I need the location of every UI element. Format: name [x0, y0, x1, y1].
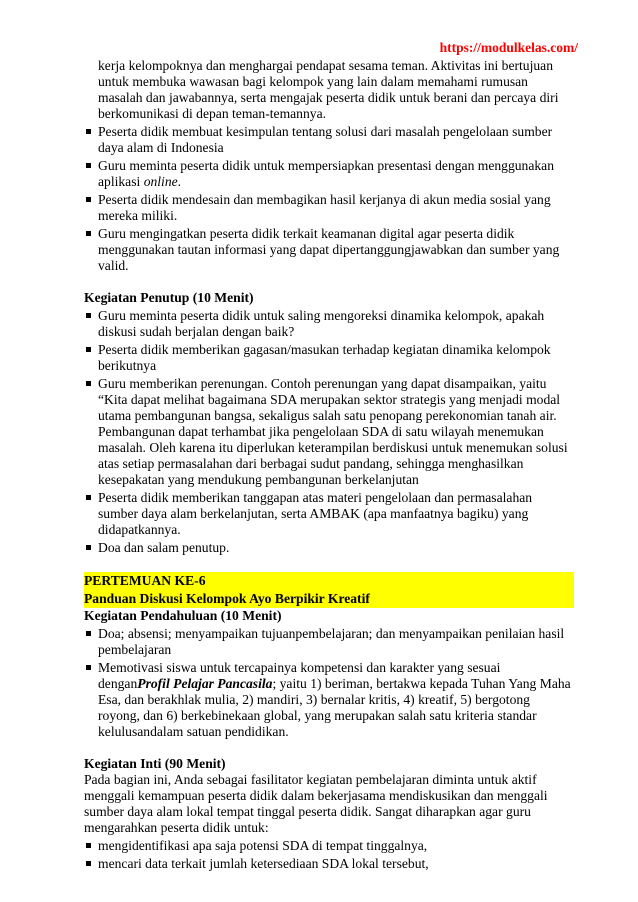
- list-item: Guru mengingatkan peserta didik terkait keamanan digital agar peserta didik menggunakan tautan informasi yang dapat dipertanggungjawabkan dan sumber yang valid.: [84, 226, 574, 274]
- pendahuluan-heading: Kegiatan Pendahuluan (10 Menit): [84, 608, 282, 623]
- meeting-subtitle: Panduan Diskusi Kelompok Ayo Berpikir Kreatif: [84, 590, 574, 608]
- list-item: Peserta didik membuat kesimpulan tentang solusi dari masalah pengelolaan sumber daya alam di Indonesia: [84, 124, 574, 156]
- activity-list: [84, 124, 574, 274]
- list-item: mencari data terkait jumlah ketersediaan SDA lokal tersebut,: [84, 856, 574, 872]
- list-item: Doa dan salam penutup.: [84, 540, 574, 556]
- header-url-link[interactable]: https://modulkelas.com/: [439, 40, 578, 55]
- list-item-text: .: [177, 174, 182, 189]
- penutup-list: [84, 308, 574, 556]
- bold-italic-term: Profil Pelajar Pancasila: [137, 676, 273, 691]
- continuation-paragraph: kerja kelompoknya dan menghargai pendapat sesama teman. Aktivitas ini bertujuan untuk membuka wawasan bagi kelompok yang lain dalam memahami rumusan masalah dan jawabannya, serta mengajak peserta didik untuk berani dan percaya diri berkomunikasi di depan teman-temannya.: [98, 58, 559, 121]
- penutup-heading: Kegiatan Penutup (10 Menit): [84, 290, 254, 305]
- list-item-text: Guru meminta peserta didik untuk mempersiapkan presentasi dengan menggunakan aplikasi: [98, 158, 555, 189]
- inti-list: [84, 838, 574, 872]
- list-item: mengidentifikasi apa saja potensi SDA di tempat tinggalnya,: [84, 838, 574, 854]
- document-body: [84, 58, 574, 874]
- pendahuluan-list: [84, 626, 574, 740]
- list-item-text: Memotivasi siswa untuk tercapainya kompetensi dan karakter yang sesuai dengan: [98, 660, 501, 691]
- list-item: Peserta didik memberikan tanggapan atas materi pengelolaan dan permasalahan sumber daya alam berkelanjutan, serta AMBAK (apa manfaatnya bagiku) yang didapatkannya.: [84, 490, 574, 538]
- list-item: Peserta didik mendesain dan membagikan hasil kerjanya di akun media sosial yang mereka miliki.: [84, 192, 574, 224]
- italic-term: online: [143, 174, 178, 189]
- inti-paragraph: Pada bagian ini, Anda sebagai fasilitator kegiatan pembelajaran diminta untuk aktif menggali kemampuan peserta didik dalam bekerjasama mendiskusikan dan menggali sumber daya alam lokal tempat tinggal peserta didik. Sangat diharapkan agar guru mengarahkan peserta didik untuk:: [84, 772, 548, 835]
- list-item: Peserta didik memberikan gagasan/masukan terhadap kegiatan dinamika kelompok berikutnya: [84, 342, 574, 374]
- inti-heading: Kegiatan Inti (90 Menit): [84, 756, 226, 771]
- list-item: Guru meminta peserta didik untuk saling mengoreksi dinamika kelompok, apakah diskusi sudah berjalan dengan baik?: [84, 308, 574, 340]
- list-item-text: ; yaitu 1) beriman, bertakwa kepada Tuhan Yang Maha Esa, dan berakhlak mulia, 2) mandiri, 3) bernalar kritis, 4) kreatif, 5) bergotong royong, dan 6) berkebinekaan global, yang merupakan salah satu kriteria standar kelulusandalam satuan pendidikan.: [98, 676, 571, 739]
- list-item: [84, 660, 574, 740]
- list-item: Doa; absensi; menyampaikan tujuanpembelajaran; dan menyampaikan penilaian hasil pembelajaran: [84, 626, 574, 658]
- meeting-title: PERTEMUAN KE-6: [84, 572, 574, 590]
- list-item: Guru memberikan perenungan. Contoh perenungan yang dapat disampaikan, yaitu “Kita dapat melihat bagaimana SDA merupakan sektor strategis yang menjadi modal utama pembangunan bangsa, sekaligus salah satu penopang perekonomian tanah air. Pembangunan dapat terhambat jika pengelolaan SDA di satu wilayah menemukan masalah. Oleh karena itu diperlukan keterampilan berdiskusi untuk menemukan solusi atas setiap permasalahan dari berbagai sudut pandang, sehingga menghasilkan kesepakatan yang mendukung pembangunan berkelanjutan: [84, 376, 574, 488]
- list-item: [84, 158, 574, 190]
